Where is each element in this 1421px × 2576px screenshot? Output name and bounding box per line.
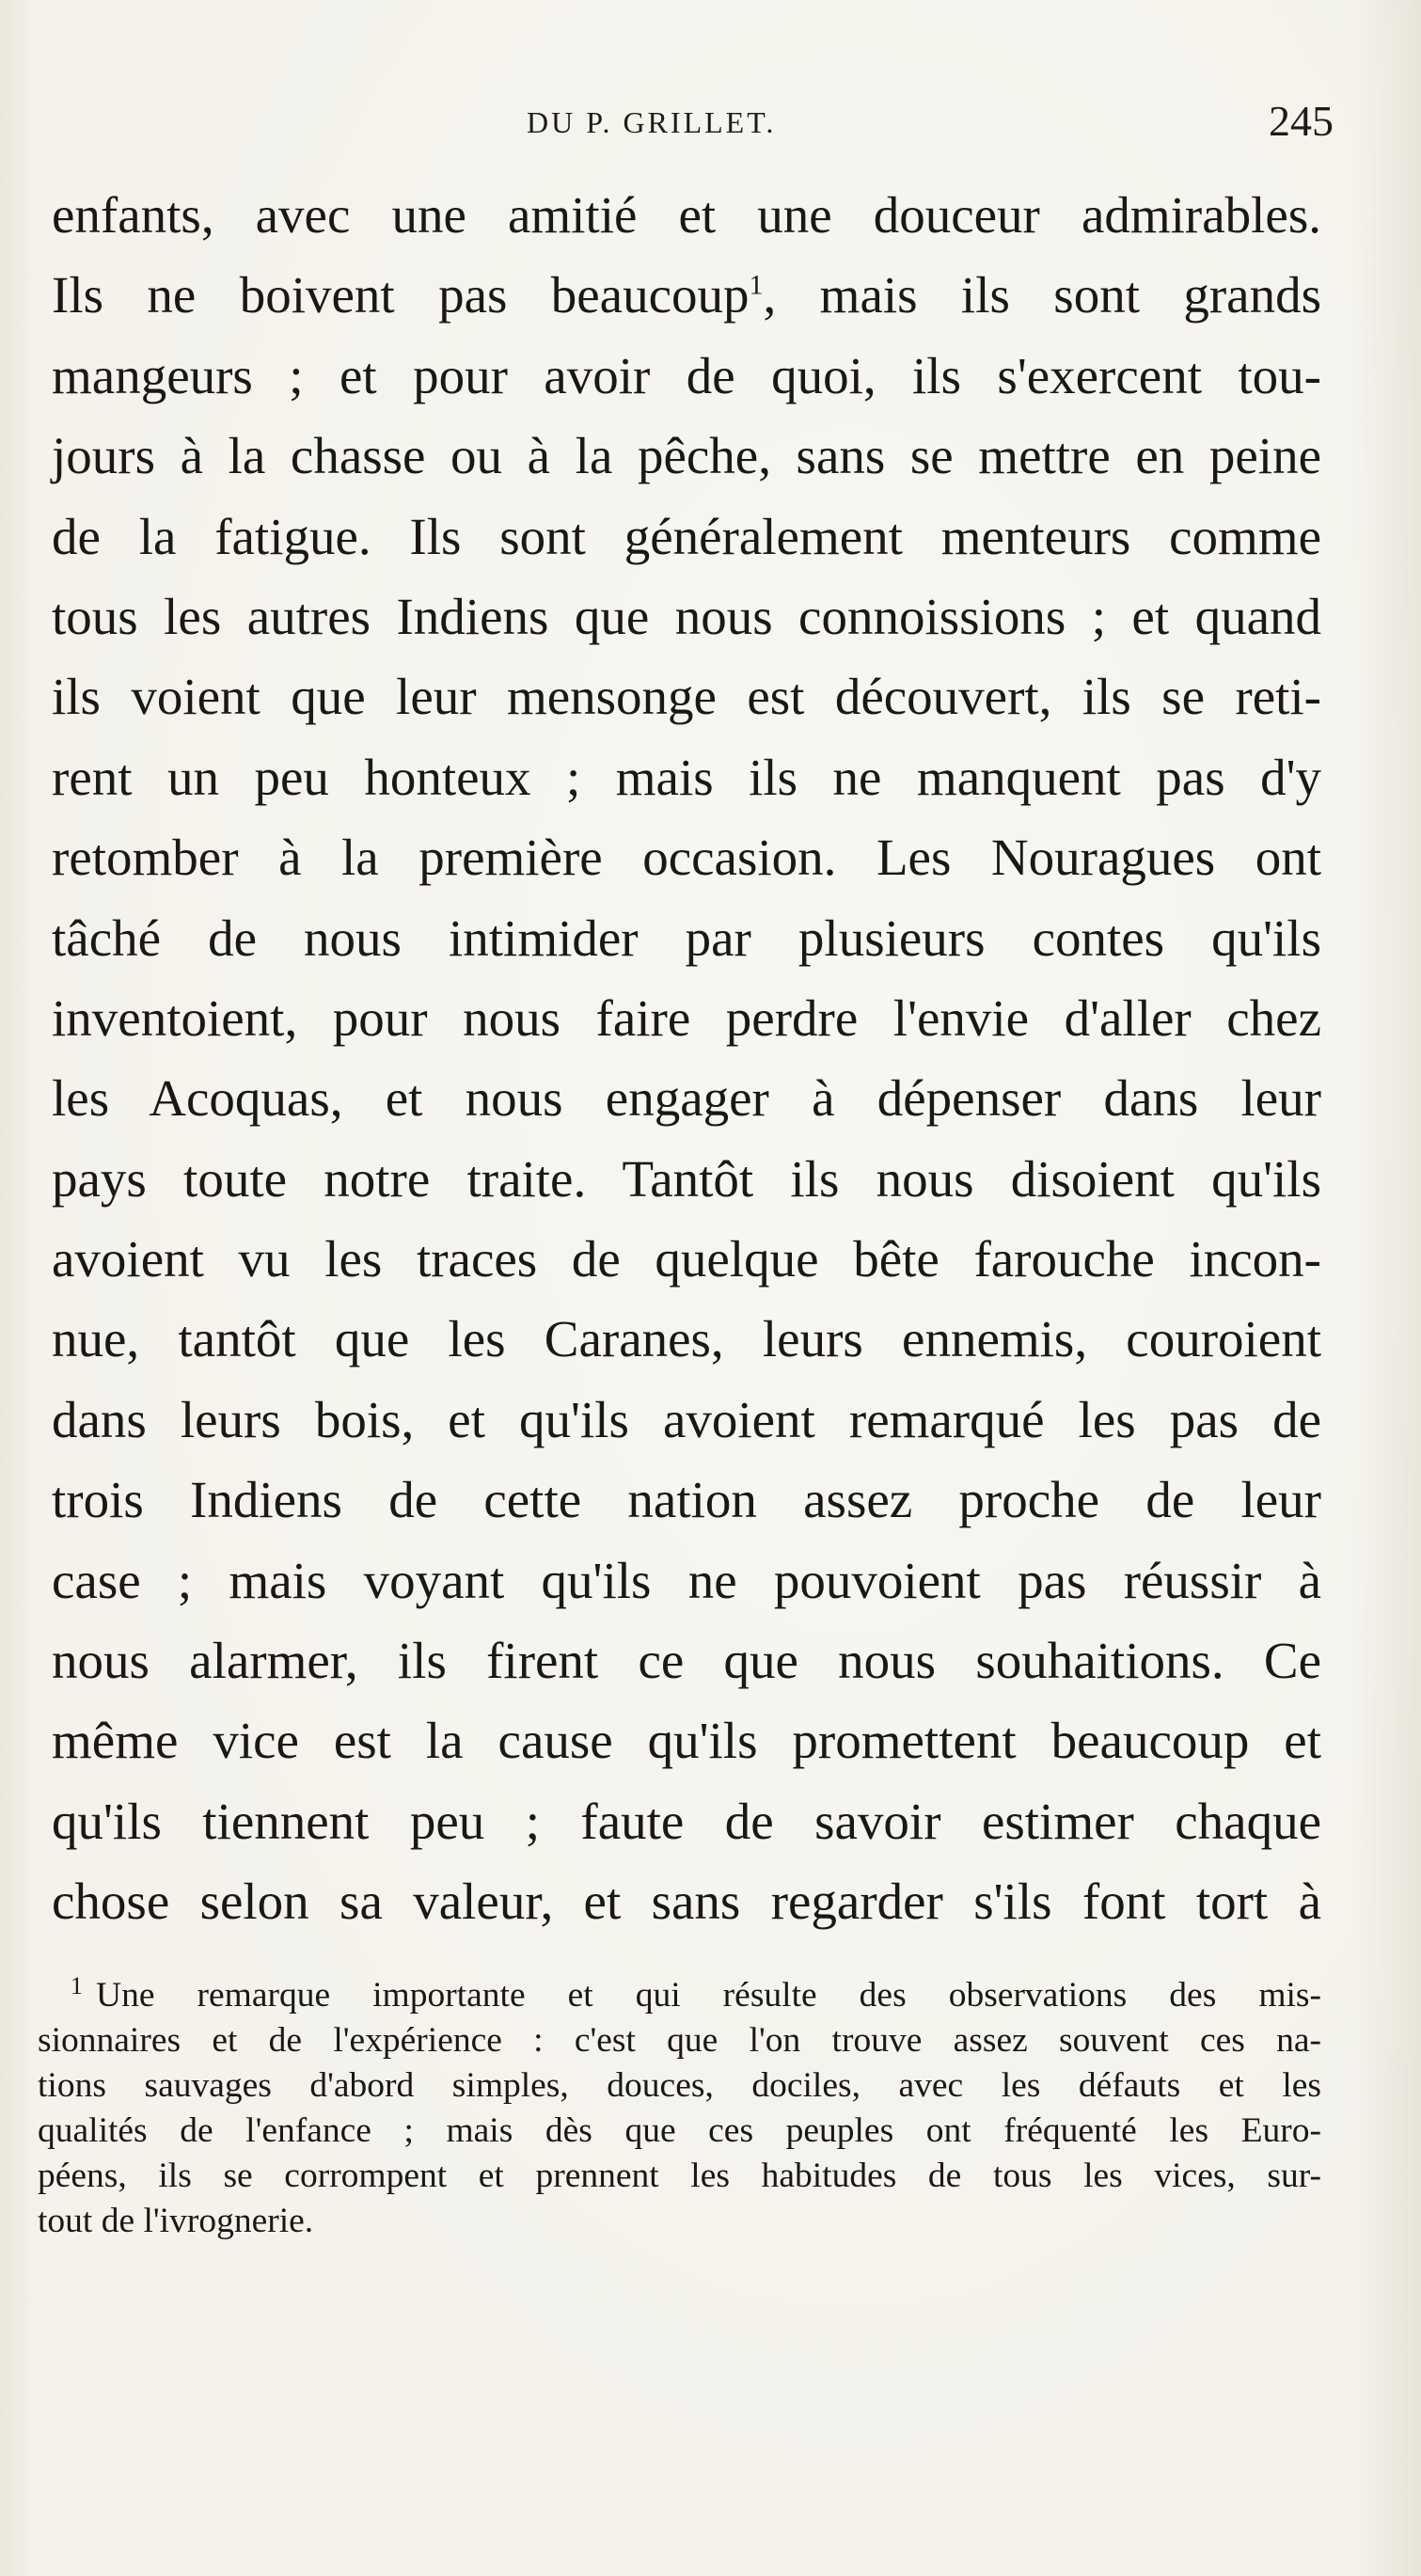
text-line: ils voient que leur mensonge est découvert, ils se reti- bbox=[52, 668, 1321, 726]
text-line: jours à la chasse ou à la pêche, sans se mettre en peine bbox=[52, 427, 1321, 485]
footnote-reference: 1 bbox=[749, 270, 764, 302]
footnote bbox=[38, 1973, 1321, 2244]
text-line: mangeurs ; et pour avoir de quoi, ils s'exercent tou- bbox=[52, 346, 1321, 404]
text-line: retomber à la première occasion. Les Nouragues ont bbox=[52, 829, 1321, 887]
footnote-line bbox=[38, 1973, 1321, 2018]
text-line: inventoient, pour nous faire perdre l'envie d'aller chez bbox=[52, 988, 1321, 1047]
footnote-line: péens, ils se corrompent et prennent les habitudes de tous les vices, sur- bbox=[38, 2157, 1321, 2195]
page-number: 245 bbox=[1269, 97, 1334, 145]
main-text bbox=[52, 175, 1321, 1942]
text-line: les Acoquas, et nous engager à dépenser dans leur bbox=[52, 1069, 1321, 1128]
text-line: enfants, avec une amitié et une douceur admirables. bbox=[52, 186, 1321, 244]
text-line: nous alarmer, ils firent ce que nous souhaitions. Ce bbox=[52, 1632, 1321, 1690]
footnote-line: tout de l'ivrognerie. bbox=[38, 2202, 314, 2240]
footnote-line: tions sauvages d'abord simples, douces, dociles, avec les défauts et les bbox=[38, 2066, 1321, 2105]
text-line: rent un peu honteux ; mais ils ne manquent pas d'y bbox=[52, 748, 1321, 806]
text-line: tous les autres Indiens que nous connoissions ; et quand bbox=[52, 587, 1321, 645]
text-line: chose selon sa valeur, et sans regarder s'ils font tort à bbox=[52, 1873, 1321, 1931]
text-line: nue, tantôt que les Caranes, leurs ennemis, couroient bbox=[52, 1310, 1321, 1368]
text-line: case ; mais voyant qu'ils ne pouvoient pas réussir à bbox=[52, 1551, 1321, 1609]
page-header bbox=[47, 96, 1334, 152]
footnote-line: qualités de l'enfance ; mais dès que ces peuples ont fréquenté les Euro- bbox=[38, 2111, 1321, 2150]
footnote-line-text: Une remarque importante et qui résulte des observations des mis- bbox=[96, 1976, 1321, 2015]
text-line: pays toute notre traite. Tantôt ils nous disoient qu'ils bbox=[52, 1149, 1321, 1208]
text-line: Ils ne boivent pas beaucoup$^1$, mais ils sont grands bbox=[52, 266, 1321, 324]
text-line: dans leurs bois, et qu'ils avoient remarqué les pas de bbox=[52, 1390, 1321, 1448]
text-line: de la fatigue. Ils sont généralement menteurs comme bbox=[52, 507, 1321, 565]
text-line: même vice est la cause qu'ils promettent beaucoup et bbox=[52, 1712, 1321, 1770]
footnote-line: sionnaires et de l'expérience : c'est que l'on trouve assez souvent ces na- bbox=[38, 2021, 1321, 2060]
text-line: tâché de nous intimider par plusieurs contes qu'ils bbox=[52, 909, 1321, 967]
text-line: avoient vu les traces de quelque bête farouche incon- bbox=[52, 1230, 1321, 1288]
running-head: DU P. GRILLET. bbox=[527, 105, 777, 139]
text-line: qu'ils tiennent peu ; faute de savoir estimer chaque bbox=[52, 1792, 1321, 1850]
footnote-marker: 1 bbox=[71, 1971, 83, 1999]
text-line: trois Indiens de cette nation assez proche de leur bbox=[52, 1471, 1321, 1529]
